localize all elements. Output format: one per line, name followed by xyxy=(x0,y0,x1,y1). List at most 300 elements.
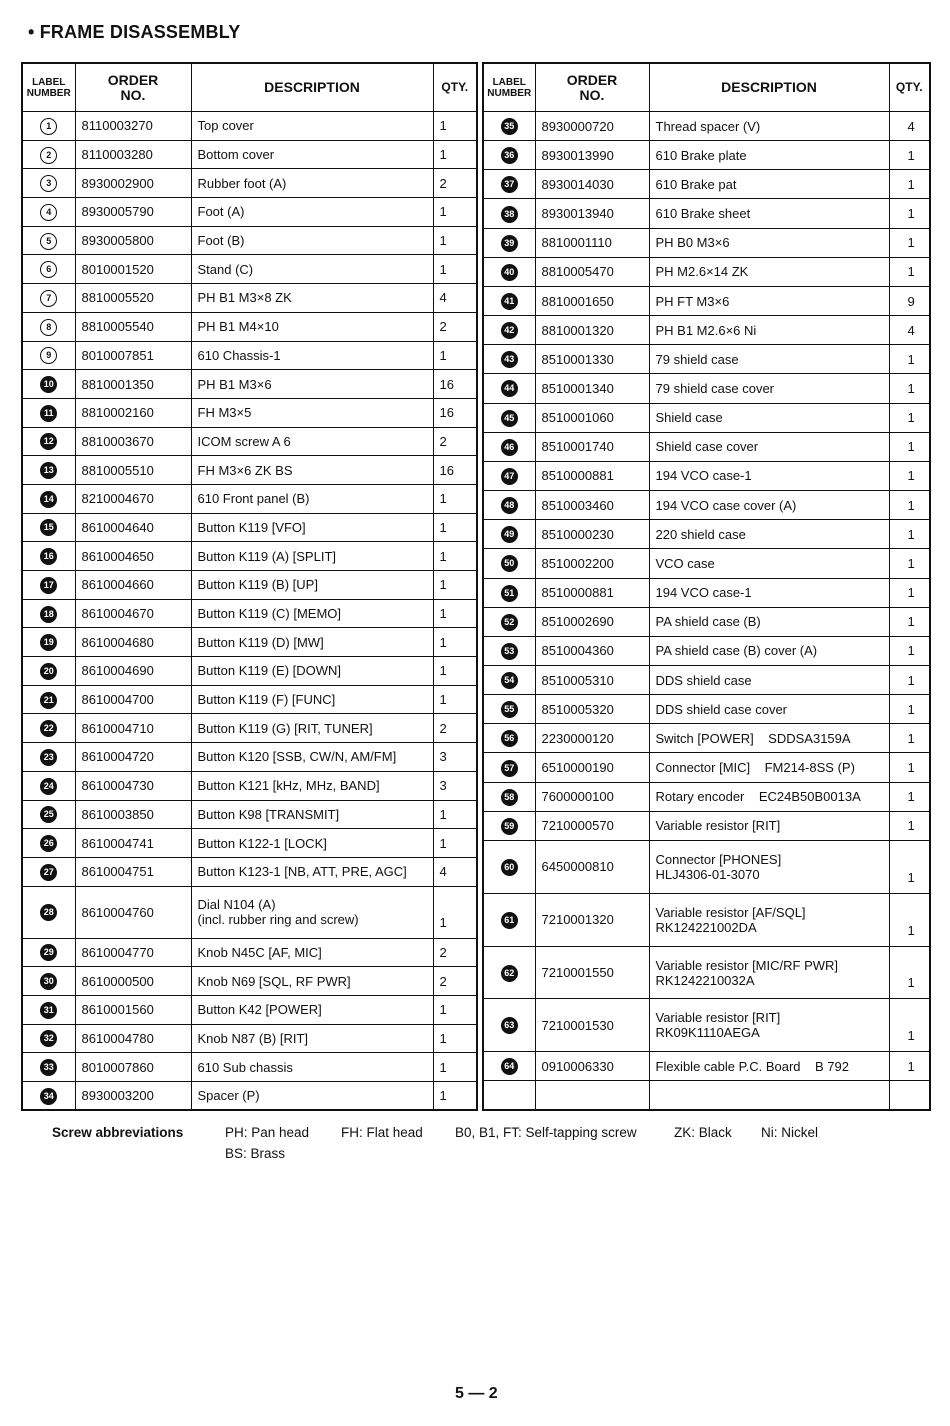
table-row xyxy=(22,341,477,370)
description-cell xyxy=(191,427,433,456)
label-number-cell xyxy=(483,112,535,141)
table-row xyxy=(22,484,477,513)
description-line: Foot (B) xyxy=(197,233,245,249)
label-number-cell xyxy=(22,743,75,772)
description-cell xyxy=(649,665,889,694)
table-row xyxy=(483,549,930,578)
description-line: Button K121 [kHz, MHz, BAND] xyxy=(197,778,380,794)
label-number-badge: 62 xyxy=(501,965,518,982)
table-row xyxy=(483,636,930,665)
description-cell xyxy=(649,141,889,170)
description-cell xyxy=(191,685,433,714)
label-number-badge: 38 xyxy=(501,206,518,223)
label-number-cell xyxy=(483,432,535,461)
table-row xyxy=(483,141,930,170)
description-line: Variable resistor [RIT] xyxy=(655,1010,781,1026)
label-number-badge: 43 xyxy=(501,351,518,368)
label-number-badge: 14 xyxy=(40,491,57,508)
description-line: Connector [PHONES] xyxy=(655,851,782,867)
qty-cell: 1 xyxy=(433,886,477,938)
description-line: Top cover xyxy=(197,118,254,134)
description-line: Variable resistor [MIC/RF PWR] xyxy=(655,957,839,973)
order-number-cell: 7210001530 xyxy=(535,999,649,1052)
order-number-cell: 0910006330 xyxy=(535,1052,649,1081)
description-line: Button K119 (B) [UP] xyxy=(197,577,318,593)
label-number-cell xyxy=(22,226,75,255)
label-number-badge: 28 xyxy=(40,904,57,921)
description-line: 610 Brake plate xyxy=(655,147,747,163)
qty-cell: 4 xyxy=(889,316,930,345)
description-cell xyxy=(649,753,889,782)
label-number-cell xyxy=(22,829,75,858)
description-line: Button K122-1 [LOCK] xyxy=(197,835,327,851)
order-number-cell: 8610000500 xyxy=(75,967,191,996)
qty-cell: 1 xyxy=(889,491,930,520)
table-row xyxy=(22,513,477,542)
table-row xyxy=(483,228,930,257)
order-number-cell: 7210000570 xyxy=(535,811,649,840)
abbreviation-item: ZK: Black xyxy=(674,1125,732,1140)
table-row xyxy=(22,938,477,967)
qty-cell: 1 xyxy=(433,657,477,686)
description-cell xyxy=(191,571,433,600)
label-number-cell xyxy=(22,1053,75,1082)
label-number-cell xyxy=(483,753,535,782)
description-cell xyxy=(649,946,889,999)
label-number-badge: 9 xyxy=(40,347,57,364)
label-number-cell xyxy=(22,542,75,571)
table-row xyxy=(483,782,930,811)
label-number-cell xyxy=(483,893,535,946)
label-number-badge: 12 xyxy=(40,433,57,450)
description-cell xyxy=(191,140,433,169)
order-number-cell: 8610004660 xyxy=(75,571,191,600)
label-number-badge: 23 xyxy=(40,749,57,766)
table-row xyxy=(483,432,930,461)
label-number-badge: 8 xyxy=(40,319,57,336)
label-number-cell xyxy=(483,724,535,753)
order-number-cell: 8810001350 xyxy=(75,370,191,399)
order-number-cell: 8810005520 xyxy=(75,284,191,313)
label-number-cell xyxy=(483,491,535,520)
label-number-cell xyxy=(22,714,75,743)
description-line: PH B1 M4×10 xyxy=(197,319,279,335)
table-row xyxy=(22,1024,477,1053)
qty-cell: 1 xyxy=(889,840,930,893)
order-number-cell: 8610004670 xyxy=(75,599,191,628)
description-line: Shield case cover xyxy=(655,439,759,455)
order-number-cell: 8510005310 xyxy=(535,665,649,694)
qty-cell: 1 xyxy=(433,341,477,370)
qty-cell: 16 xyxy=(433,456,477,485)
description-cell xyxy=(649,636,889,665)
description-cell xyxy=(649,228,889,257)
description-line: DDS shield case cover xyxy=(655,701,787,717)
label-number-badge: 11 xyxy=(40,405,57,422)
qty-cell: 2 xyxy=(433,938,477,967)
order-number-cell: 7210001320 xyxy=(535,893,649,946)
qty-cell: 1 xyxy=(889,1052,930,1081)
header-label-number: LABEL NUMBER xyxy=(483,63,535,112)
label-number-badge: 18 xyxy=(40,606,57,623)
description-cell xyxy=(191,1024,433,1053)
label-number-badge: 21 xyxy=(40,692,57,709)
order-number-cell: 8010001520 xyxy=(75,255,191,284)
description-cell xyxy=(191,484,433,513)
table-row xyxy=(483,578,930,607)
order-number-cell: 8610004650 xyxy=(75,542,191,571)
label-number-badge: 46 xyxy=(501,439,518,456)
order-number-cell: 8510005320 xyxy=(535,695,649,724)
qty-cell: 2 xyxy=(433,169,477,198)
label-number-cell xyxy=(22,255,75,284)
label-number-cell xyxy=(22,370,75,399)
order-number-cell: 8810001650 xyxy=(535,286,649,315)
label-number-cell xyxy=(22,198,75,227)
description-line: Rubber foot (A) xyxy=(197,175,287,191)
qty-cell: 1 xyxy=(433,571,477,600)
description-line: Variable resistor [AF/SQL] xyxy=(655,904,806,920)
label-number-badge: 29 xyxy=(40,944,57,961)
label-number-badge: 45 xyxy=(501,410,518,427)
qty-cell: 1 xyxy=(433,513,477,542)
qty-cell: 1 xyxy=(889,893,930,946)
table-row xyxy=(22,284,477,313)
order-number-cell: 8610004760 xyxy=(75,886,191,938)
label-number-badge: 2 xyxy=(40,147,57,164)
order-number-cell: 8810005510 xyxy=(75,456,191,485)
header-qty: QTY. xyxy=(433,63,477,112)
label-number-cell xyxy=(483,257,535,286)
abbreviation-item: FH: Flat head xyxy=(341,1125,423,1140)
parts-table-left xyxy=(21,62,478,1111)
table-row xyxy=(483,1052,930,1081)
description-line: 194 VCO case-1 xyxy=(655,468,752,484)
qty-cell: 1 xyxy=(433,140,477,169)
table-row xyxy=(22,370,477,399)
order-number-cell: 8610004751 xyxy=(75,857,191,886)
table-row xyxy=(22,743,477,772)
qty-cell: 1 xyxy=(889,999,930,1052)
order-number-cell: 8610004690 xyxy=(75,657,191,686)
description-line: Button K119 (F) [FUNC] xyxy=(197,692,336,708)
qty-cell: 1 xyxy=(889,811,930,840)
description-line: PA shield case (B) xyxy=(655,614,761,630)
qty-cell: 1 xyxy=(889,665,930,694)
label-number-badge: 20 xyxy=(40,663,57,680)
order-number-cell: 8810001320 xyxy=(535,316,649,345)
order-number-cell: 8510000881 xyxy=(535,461,649,490)
qty-cell: 1 xyxy=(433,599,477,628)
description-line-2: HLJ4306-01-3070 xyxy=(655,866,760,882)
description-line: Flexible cable P.C. Board B 792 xyxy=(655,1058,849,1074)
description-cell xyxy=(191,1053,433,1082)
table-row xyxy=(22,657,477,686)
order-number-cell: 8610004720 xyxy=(75,743,191,772)
label-number-badge: 58 xyxy=(501,789,518,806)
label-number-cell xyxy=(483,1052,535,1081)
order-number-cell: 8510001060 xyxy=(535,403,649,432)
order-number-cell: 8930002900 xyxy=(75,169,191,198)
table-row xyxy=(22,226,477,255)
table-row xyxy=(483,170,930,199)
table-row xyxy=(483,893,930,946)
table-row xyxy=(483,946,930,999)
label-number-cell xyxy=(22,1082,75,1111)
description-line: 79 shield case cover xyxy=(655,380,775,396)
qty-cell: 16 xyxy=(433,398,477,427)
qty-cell: 1 xyxy=(433,995,477,1024)
qty-cell: 1 xyxy=(433,1024,477,1053)
description-line: 194 VCO case cover (A) xyxy=(655,497,797,513)
label-number-badge: 17 xyxy=(40,577,57,594)
order-number-cell xyxy=(535,1081,649,1110)
order-number-cell: 7600000100 xyxy=(535,782,649,811)
order-number-cell: 8610004700 xyxy=(75,685,191,714)
order-number-cell: 8610004680 xyxy=(75,628,191,657)
table-row xyxy=(22,829,477,858)
label-number-cell xyxy=(22,571,75,600)
table-row xyxy=(22,542,477,571)
header-label-number: LABEL NUMBER xyxy=(22,63,75,112)
qty-cell: 1 xyxy=(433,628,477,657)
label-number-badge: 15 xyxy=(40,519,57,536)
description-cell xyxy=(191,198,433,227)
label-number-cell xyxy=(483,636,535,665)
qty-cell: 1 xyxy=(889,257,930,286)
description-cell xyxy=(649,695,889,724)
description-line: Variable resistor [RIT] xyxy=(655,818,781,834)
description-line: PH M2.6×14 ZK xyxy=(655,264,749,280)
abbreviation-item: Ni: Nickel xyxy=(761,1125,819,1140)
order-number-cell: 8610004730 xyxy=(75,771,191,800)
label-number-badge: 37 xyxy=(501,176,518,193)
label-number-badge: 4 xyxy=(40,204,57,221)
description-line: Button K119 (E) [DOWN] xyxy=(197,663,342,679)
description-cell xyxy=(191,255,433,284)
label-number-cell xyxy=(22,341,75,370)
label-number-badge: 24 xyxy=(40,778,57,795)
label-number-badge: 51 xyxy=(501,585,518,602)
table-row xyxy=(22,599,477,628)
label-number-badge: 16 xyxy=(40,548,57,565)
order-number-cell: 8930005800 xyxy=(75,226,191,255)
qty-cell: 1 xyxy=(433,542,477,571)
label-number-badge: 61 xyxy=(501,912,518,929)
qty-cell xyxy=(889,1081,930,1110)
qty-cell: 1 xyxy=(889,520,930,549)
table-row xyxy=(483,286,930,315)
table-row xyxy=(483,811,930,840)
label-number-cell xyxy=(22,513,75,542)
qty-cell: 1 xyxy=(889,228,930,257)
order-number-cell: 8510002690 xyxy=(535,607,649,636)
description-line: Knob N45C [AF, MIC] xyxy=(197,944,322,960)
label-number-badge: 13 xyxy=(40,462,57,479)
description-line: PH B1 M3×6 xyxy=(197,376,272,392)
abbreviation-item: B0, B1, FT: Self-tapping screw xyxy=(455,1125,637,1140)
label-number-cell xyxy=(483,811,535,840)
description-cell xyxy=(191,284,433,313)
label-number-cell xyxy=(483,141,535,170)
description-line: Bottom cover xyxy=(197,147,275,163)
table-row xyxy=(22,312,477,341)
table-row xyxy=(483,403,930,432)
label-number-cell xyxy=(22,938,75,967)
label-number-cell xyxy=(483,549,535,578)
order-number-cell: 8610004770 xyxy=(75,938,191,967)
label-number-badge: 56 xyxy=(501,730,518,747)
description-line: Knob N87 (B) [RIT] xyxy=(197,1030,309,1046)
label-number-cell xyxy=(22,657,75,686)
qty-cell: 3 xyxy=(433,743,477,772)
label-number-cell xyxy=(22,484,75,513)
label-number-badge: 3 xyxy=(40,175,57,192)
label-number-cell xyxy=(22,857,75,886)
table-row xyxy=(483,520,930,549)
qty-cell: 1 xyxy=(889,170,930,199)
label-number-badge: 47 xyxy=(501,468,518,485)
abbreviations-header: Screw abbreviations xyxy=(52,1125,184,1140)
qty-cell: 1 xyxy=(433,198,477,227)
order-number-cell: 8930013940 xyxy=(535,199,649,228)
label-number-badge: 26 xyxy=(40,835,57,852)
table-row xyxy=(22,1053,477,1082)
table-row xyxy=(22,628,477,657)
table-row xyxy=(22,995,477,1024)
description-cell xyxy=(649,724,889,753)
label-number-cell xyxy=(22,1024,75,1053)
qty-cell: 1 xyxy=(889,636,930,665)
label-number-badge: 41 xyxy=(501,293,518,310)
label-number-badge: 32 xyxy=(40,1030,57,1047)
order-number-cell: 8610003850 xyxy=(75,800,191,829)
description-line: Button K42 [POWER] xyxy=(197,1002,322,1018)
description-cell xyxy=(191,938,433,967)
description-cell xyxy=(649,112,889,141)
order-number-cell: 8010007860 xyxy=(75,1053,191,1082)
label-number-badge: 59 xyxy=(501,818,518,835)
header-description: DESCRIPTION xyxy=(191,63,433,112)
label-number-cell xyxy=(483,607,535,636)
description-cell xyxy=(191,857,433,886)
label-number-cell xyxy=(22,800,75,829)
table-row xyxy=(483,840,930,893)
qty-cell: 1 xyxy=(433,829,477,858)
table-header-row xyxy=(483,63,930,112)
description-line: PH B1 M2.6×6 Ni xyxy=(655,322,757,338)
description-cell xyxy=(649,374,889,403)
order-number-cell: 8810001110 xyxy=(535,228,649,257)
label-number-badge: 27 xyxy=(40,864,57,881)
label-number-cell xyxy=(483,946,535,999)
label-number-badge: 42 xyxy=(501,322,518,339)
label-number-cell xyxy=(22,284,75,313)
description-cell xyxy=(191,169,433,198)
table-row xyxy=(483,607,930,636)
table-row xyxy=(483,1081,930,1110)
label-number-cell xyxy=(483,345,535,374)
description-cell xyxy=(191,370,433,399)
description-line: 610 Chassis-1 xyxy=(197,347,281,363)
qty-cell: 2 xyxy=(433,714,477,743)
description-cell xyxy=(649,286,889,315)
qty-cell: 1 xyxy=(433,800,477,829)
description-cell xyxy=(649,549,889,578)
description-line: Button K119 (D) [MW] xyxy=(197,634,324,650)
table-row xyxy=(22,714,477,743)
description-line: Button K119 (A) [SPLIT] xyxy=(197,548,336,564)
table-row xyxy=(483,374,930,403)
label-number-cell xyxy=(22,140,75,169)
label-number-badge: 22 xyxy=(40,720,57,737)
label-number-cell xyxy=(22,886,75,938)
label-number-badge: 57 xyxy=(501,760,518,777)
label-number-cell xyxy=(483,170,535,199)
table-row xyxy=(22,456,477,485)
label-number-badge: 50 xyxy=(501,555,518,572)
description-line: Connector [MIC] FM214-8SS (P) xyxy=(655,760,855,776)
description-cell xyxy=(191,628,433,657)
description-cell xyxy=(191,398,433,427)
description-line-2: RK09K1110AEGA xyxy=(655,1025,760,1041)
order-number-cell: 8930005790 xyxy=(75,198,191,227)
table-row xyxy=(22,685,477,714)
table-row xyxy=(483,753,930,782)
description-line: Thread spacer (V) xyxy=(655,118,761,134)
order-number-cell: 8930000720 xyxy=(535,112,649,141)
table-row xyxy=(483,724,930,753)
description-cell xyxy=(649,811,889,840)
description-cell xyxy=(191,886,433,938)
label-number-badge: 60 xyxy=(501,859,518,876)
header-order-no: ORDER NO. xyxy=(75,63,191,112)
label-number-cell xyxy=(483,520,535,549)
description-line: PH B1 M3×8 ZK xyxy=(197,290,292,306)
parts-table-right xyxy=(482,62,931,1111)
qty-cell: 1 xyxy=(889,199,930,228)
order-number-cell: 8930014030 xyxy=(535,170,649,199)
table-row xyxy=(22,800,477,829)
label-number-badge: 7 xyxy=(40,290,57,307)
description-line: ICOM screw A 6 xyxy=(197,433,291,449)
label-number-badge: 48 xyxy=(501,497,518,514)
order-number-cell: 7210001550 xyxy=(535,946,649,999)
description-line: PH FT M3×6 xyxy=(655,293,730,309)
label-number-cell xyxy=(22,628,75,657)
description-cell xyxy=(191,743,433,772)
qty-cell: 1 xyxy=(889,461,930,490)
table-row xyxy=(22,255,477,284)
qty-cell: 1 xyxy=(889,345,930,374)
description-cell xyxy=(191,800,433,829)
order-number-cell: 8510000881 xyxy=(535,578,649,607)
description-cell xyxy=(191,771,433,800)
header-description: DESCRIPTION xyxy=(649,63,889,112)
description-cell xyxy=(191,312,433,341)
description-line: Button K119 (G) [RIT, TUNER] xyxy=(197,720,373,736)
qty-cell: 1 xyxy=(433,1082,477,1111)
description-cell xyxy=(191,714,433,743)
description-line: FH M3×5 xyxy=(197,405,252,421)
description-line: Button K120 [SSB, CW/N, AM/FM] xyxy=(197,749,397,765)
qty-cell: 1 xyxy=(889,753,930,782)
label-number-badge: 39 xyxy=(501,235,518,252)
label-number-badge: 5 xyxy=(40,233,57,250)
order-number-cell: 8610004780 xyxy=(75,1024,191,1053)
description-line: 610 Sub chassis xyxy=(197,1059,293,1075)
description-cell xyxy=(649,607,889,636)
